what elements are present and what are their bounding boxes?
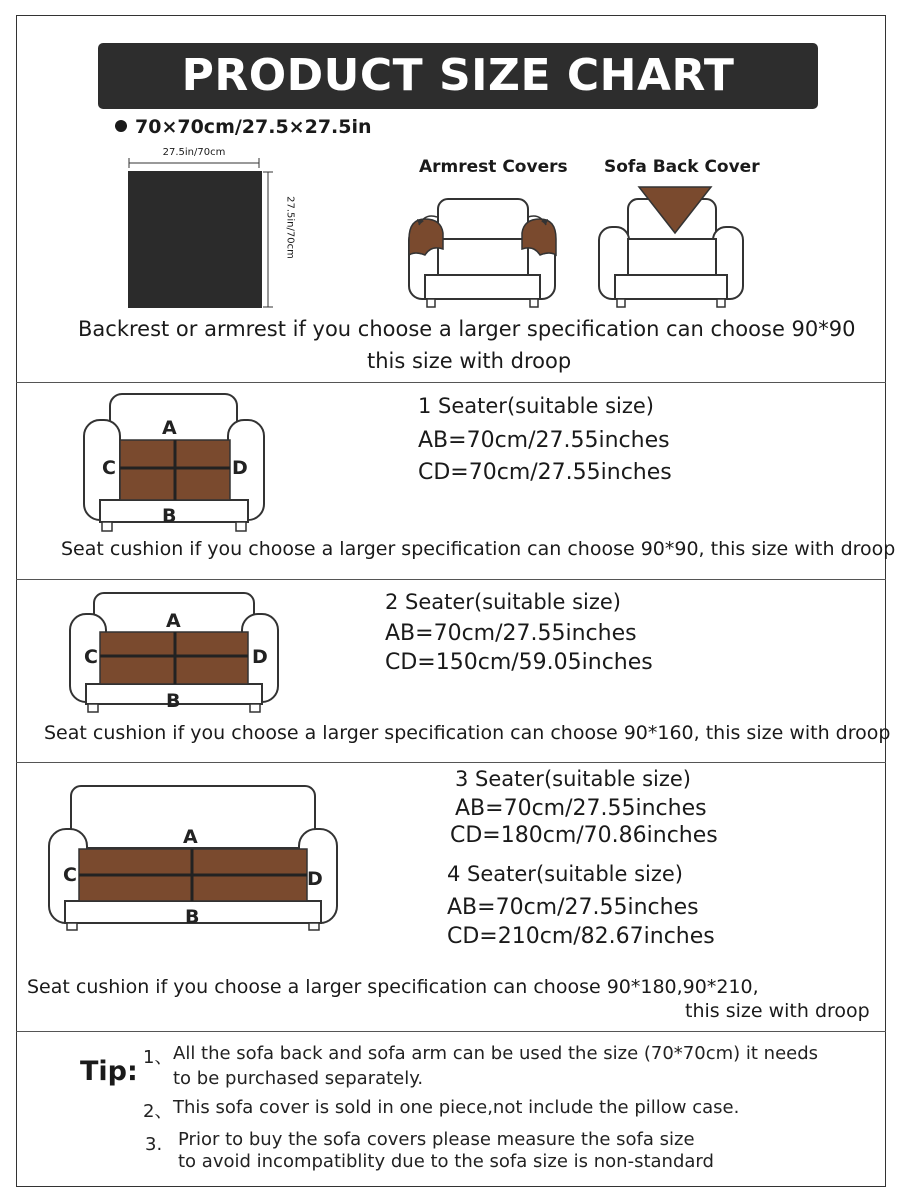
one-seater-letter-b: B bbox=[162, 505, 177, 527]
two-seater-cd: CD=150cm/59.05inches bbox=[385, 650, 653, 675]
three-seater-ab: AB=70cm/27.55inches bbox=[455, 796, 707, 821]
three-four-seater-letter-d: D bbox=[307, 868, 323, 890]
dimension-width-label: 27.5in/70cm bbox=[162, 147, 226, 158]
tip3-line1: Prior to buy the sofa covers please measure the sofa size bbox=[178, 1129, 695, 1150]
one-seater-title: 1 Seater(suitable size) bbox=[418, 394, 654, 418]
tip3-number: 3. bbox=[145, 1134, 163, 1155]
four-seater-note-line2: this size with droop bbox=[685, 1000, 870, 1022]
section-divider bbox=[16, 762, 886, 763]
tip-label: Tip: bbox=[80, 1056, 138, 1087]
one-seater-letter-a: A bbox=[162, 417, 177, 439]
one-seater-letter-c: C bbox=[102, 457, 116, 479]
tip1-line1: All the sofa back and sofa arm can be used the size (70*70cm) it needs bbox=[173, 1043, 819, 1064]
one-seater-ab: AB=70cm/27.55inches bbox=[418, 428, 670, 453]
sofa-back-cover-label: Sofa Back Cover bbox=[604, 157, 760, 177]
three-four-seater-letter-a: A bbox=[183, 826, 198, 848]
two-seater-letter-c: C bbox=[84, 646, 98, 668]
one-seater-cd: CD=70cm/27.55inches bbox=[418, 460, 672, 485]
size-bullet-text: 70×70cm/27.5×27.5in bbox=[135, 116, 372, 138]
section1-note-line1: Backrest or armrest if you choose a larger specification can choose 90*90 bbox=[78, 317, 856, 341]
four-seater-title: 4 Seater(suitable size) bbox=[447, 862, 683, 886]
armrest-covers-chair-icon bbox=[405, 195, 560, 310]
dimension-height-label: 27.5in/70cm bbox=[284, 196, 296, 259]
tip1-line2: to be purchased separately. bbox=[173, 1068, 424, 1089]
tip3-line2: to avoid incompatiblity due to the sofa size is non-standard bbox=[178, 1151, 714, 1172]
cover-swatch bbox=[128, 171, 262, 308]
two-seater-note: Seat cushion if you choose a larger specification can choose 90*160, this size with droop bbox=[44, 722, 891, 744]
one-seater-letter-d: D bbox=[232, 457, 248, 479]
tip2-number: 2、 bbox=[143, 1101, 173, 1122]
two-seater-letter-a: A bbox=[166, 610, 181, 632]
three-four-seater-sofa-icon bbox=[45, 783, 345, 933]
one-seater-note: Seat cushion if you choose a larger specification can choose 90*90, this size with droop bbox=[61, 538, 896, 560]
section-divider bbox=[16, 579, 886, 580]
four-seater-note-line1: Seat cushion if you choose a larger specification can choose 90*180,90*210, bbox=[27, 976, 759, 998]
armrest-covers-label: Armrest Covers bbox=[419, 157, 568, 177]
two-seater-ab: AB=70cm/27.55inches bbox=[385, 621, 637, 646]
two-seater-title: 2 Seater(suitable size) bbox=[385, 590, 621, 614]
four-seater-ab: AB=70cm/27.55inches bbox=[447, 895, 699, 920]
four-seater-cd: CD=210cm/82.67inches bbox=[447, 924, 715, 949]
tip2-line1: This sofa cover is sold in one piece,not include the pillow case. bbox=[173, 1097, 740, 1118]
one-seater-sofa-icon bbox=[80, 390, 275, 535]
section-divider bbox=[16, 1031, 886, 1032]
two-seater-sofa-icon bbox=[66, 590, 286, 715]
two-seater-letter-d: D bbox=[252, 646, 268, 668]
three-four-seater-letter-b: B bbox=[185, 906, 200, 928]
two-seater-letter-b: B bbox=[166, 690, 181, 712]
three-seater-cd: CD=180cm/70.86inches bbox=[450, 823, 718, 848]
three-four-seater-letter-c: C bbox=[63, 864, 77, 886]
three-seater-title: 3 Seater(suitable size) bbox=[455, 767, 691, 791]
tip1-number: 1、 bbox=[143, 1047, 173, 1068]
sofa-back-cover-chair-icon bbox=[595, 185, 745, 310]
section1-note-line2: this size with droop bbox=[367, 349, 572, 373]
page-title: PRODUCT SIZE CHART bbox=[98, 43, 818, 109]
